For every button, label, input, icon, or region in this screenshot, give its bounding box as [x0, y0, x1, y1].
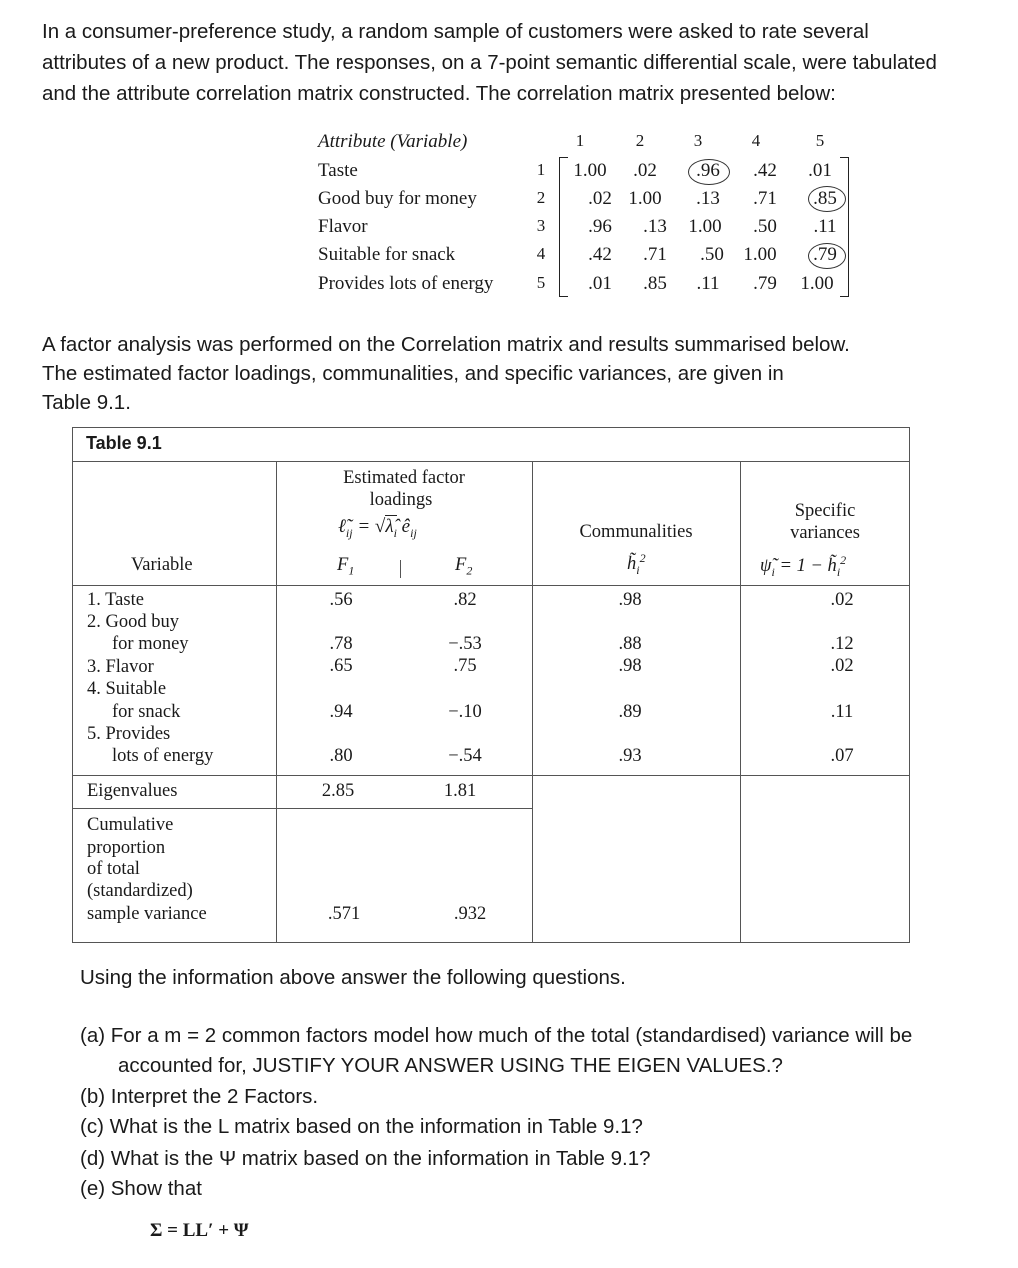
row-number: 5 [536, 273, 546, 292]
circle-highlight [688, 159, 730, 185]
variable-label: 5. Provides [87, 724, 171, 744]
communality-value: .93 [618, 746, 642, 766]
col-header: 3 [693, 131, 703, 150]
matrix-cell: .71 [753, 188, 777, 209]
matrix-cell: 1.00 [743, 244, 777, 265]
communality-value: .98 [618, 656, 642, 676]
f2-value: −.53 [448, 634, 482, 654]
variable-label: 1. Taste [87, 590, 144, 610]
f2-value: −.54 [448, 746, 482, 766]
question-a: (a) For a m = 2 common factors model how much of the total (standardised) variance will be [80, 1024, 913, 1047]
matrix-cell: .02 [588, 188, 612, 209]
matrix-cell: .79 [753, 273, 777, 294]
f2-letter: F [455, 555, 467, 575]
attribute-label: Provides lots of energy [318, 273, 494, 294]
variable-label: lots of energy [112, 746, 214, 766]
col-header: 5 [815, 131, 825, 150]
intro-line: In a consumer-preference study, a random sample of customers were asked to rate several [42, 20, 869, 43]
matrix-cell: .01 [808, 160, 832, 181]
analysis-paragraph [42, 330, 850, 417]
matrix-cell: .71 [643, 244, 667, 265]
f2-value: .75 [453, 656, 477, 676]
attribute-label: Suitable for snack [318, 244, 456, 265]
matrix-cell: .42 [588, 244, 612, 265]
attribute-label: Flavor [318, 216, 368, 237]
variable-label: for money [112, 634, 189, 654]
matrix-cell: .79 [813, 244, 837, 265]
question-c: (c) What is the L matrix based on the information in Table 9.1? [80, 1115, 643, 1138]
matrix-cell: .01 [588, 273, 612, 294]
loadings-formula: $\ell̃_{ij}$ = $√\lambdâ_i$ $ê_{ij}$ [338, 516, 417, 540]
row-number: 4 [536, 244, 546, 263]
matrix-cell: .96 [588, 216, 612, 237]
matrix-cell: 1.00 [573, 160, 607, 181]
f1-value: .94 [329, 702, 353, 722]
analysis-line: A factor analysis was performed on the Correlation matrix and results summarised below. [42, 333, 850, 356]
specific-variance-value: .12 [830, 634, 854, 654]
specific-variance-value: .07 [830, 746, 854, 766]
question-b: (b) Interpret the 2 Factors. [80, 1085, 319, 1108]
questions-intro: Using the information above answer the following questions. [80, 966, 626, 989]
matrix-cell: .85 [643, 273, 667, 294]
matrix-cell: .42 [753, 160, 777, 181]
f1-value: .56 [329, 590, 353, 610]
f1-letter: F [337, 555, 349, 575]
specific-formula: $\psĩ_i = 1$ − $h̃_i^2$ [760, 553, 847, 579]
cumulative-label: proportion [87, 838, 166, 858]
matrix-cell: .50 [700, 244, 724, 265]
matrix-cell: .02 [633, 160, 657, 181]
col-header: 4 [751, 131, 761, 150]
communality-value: .89 [618, 702, 642, 722]
eigenvalues-label: Eigenvalues [87, 781, 178, 801]
f1-header: $F_1$ [337, 555, 355, 578]
eigenvalue-f2: 1.81 [443, 781, 477, 801]
communality-value: .88 [618, 634, 642, 654]
formula: Σ = LL′ + Ψ [150, 1220, 249, 1241]
loadings-header: Estimated factor [343, 468, 465, 488]
f1-value: .65 [329, 656, 353, 676]
matrix-cell: .50 [753, 216, 777, 237]
table-rule [72, 775, 910, 776]
analysis-line: Table 9.1. [42, 391, 131, 414]
intro-paragraph [42, 16, 1002, 109]
cumulative-label: Cumulative [87, 815, 174, 835]
f2-header: $F_2$ [455, 555, 473, 578]
analysis-line: The estimated factor loadings, communalities, and specific variances, are given in [42, 362, 784, 385]
loadings-header: loadings [369, 490, 433, 510]
f1-value: .78 [329, 634, 353, 654]
attribute-label: Taste [318, 160, 358, 181]
communalities-header: Communalities [579, 522, 693, 542]
matrix-cell: .11 [813, 216, 837, 237]
question-e: (e) Show that [80, 1177, 202, 1200]
col-header: 2 [635, 131, 645, 150]
matrix-right-bracket [840, 157, 849, 297]
communality-value: .98 [618, 590, 642, 610]
matrix-cell: .13 [643, 216, 667, 237]
col-header: 1 [575, 131, 585, 150]
f2-value: −.10 [448, 702, 482, 722]
f2-value: .82 [453, 590, 477, 610]
communality-symbol: $h̃_i^2$ [627, 551, 646, 577]
variable-label: 3. Flavor [87, 657, 154, 677]
variable-label: 4. Suitable [87, 679, 167, 699]
variable-label: 2. Good buy [87, 612, 179, 632]
specific-header: variances [790, 523, 860, 543]
table-rule [72, 585, 910, 586]
variable-header: Variable [131, 555, 193, 575]
specific-header: Specific [794, 501, 856, 521]
specific-variance-value: .02 [830, 656, 854, 676]
variable-label: for snack [112, 702, 181, 722]
matrix-left-bracket [559, 157, 568, 297]
cumulative-label: sample variance [87, 904, 207, 924]
matrix-cell: .96 [696, 160, 720, 181]
row-number: 2 [536, 188, 546, 207]
matrix-cell: .13 [696, 188, 720, 209]
intro-line: and the attribute correlation matrix constructed. The correlation matrix presented below: [42, 82, 836, 105]
cumulative-label: of total [87, 859, 140, 879]
row-number: 1 [536, 160, 546, 179]
attribute-label: Good buy for money [318, 188, 477, 209]
f1-value: .80 [329, 746, 353, 766]
table-rule [72, 461, 910, 462]
table-rule [276, 461, 277, 943]
matrix-cell: 1.00 [688, 216, 722, 237]
table-rule [400, 560, 401, 578]
matrix-cell: 1.00 [628, 188, 662, 209]
attribute-header: Attribute (Variable) [318, 131, 468, 152]
circle-highlight [808, 186, 846, 212]
cumulative-f1: .571 [327, 904, 361, 924]
table-rule [72, 808, 532, 809]
matrix-cell: .85 [813, 188, 837, 209]
matrix-cell: 1.00 [800, 273, 834, 294]
cumulative-label: (standardized) [87, 881, 193, 901]
circle-highlight [808, 243, 846, 269]
matrix-cell: .11 [696, 273, 720, 294]
table-title: Table 9.1 [86, 433, 162, 453]
intro-line: attributes of a new product. The responses, on a 7-point semantic differential scale, were tabulated [42, 51, 937, 74]
specific-variance-value: .02 [830, 590, 854, 610]
specific-variance-value: .11 [830, 702, 854, 722]
question-d: (d) What is the Ψ matrix based on the information in Table 9.1? [80, 1147, 651, 1170]
row-number: 3 [536, 216, 546, 235]
eigenvalue-f1: 2.85 [321, 781, 355, 801]
cumulative-f2: .932 [453, 904, 487, 924]
question-a-cont: accounted for, JUSTIFY YOUR ANSWER USING THE EIGEN VALUES.? [118, 1054, 783, 1077]
